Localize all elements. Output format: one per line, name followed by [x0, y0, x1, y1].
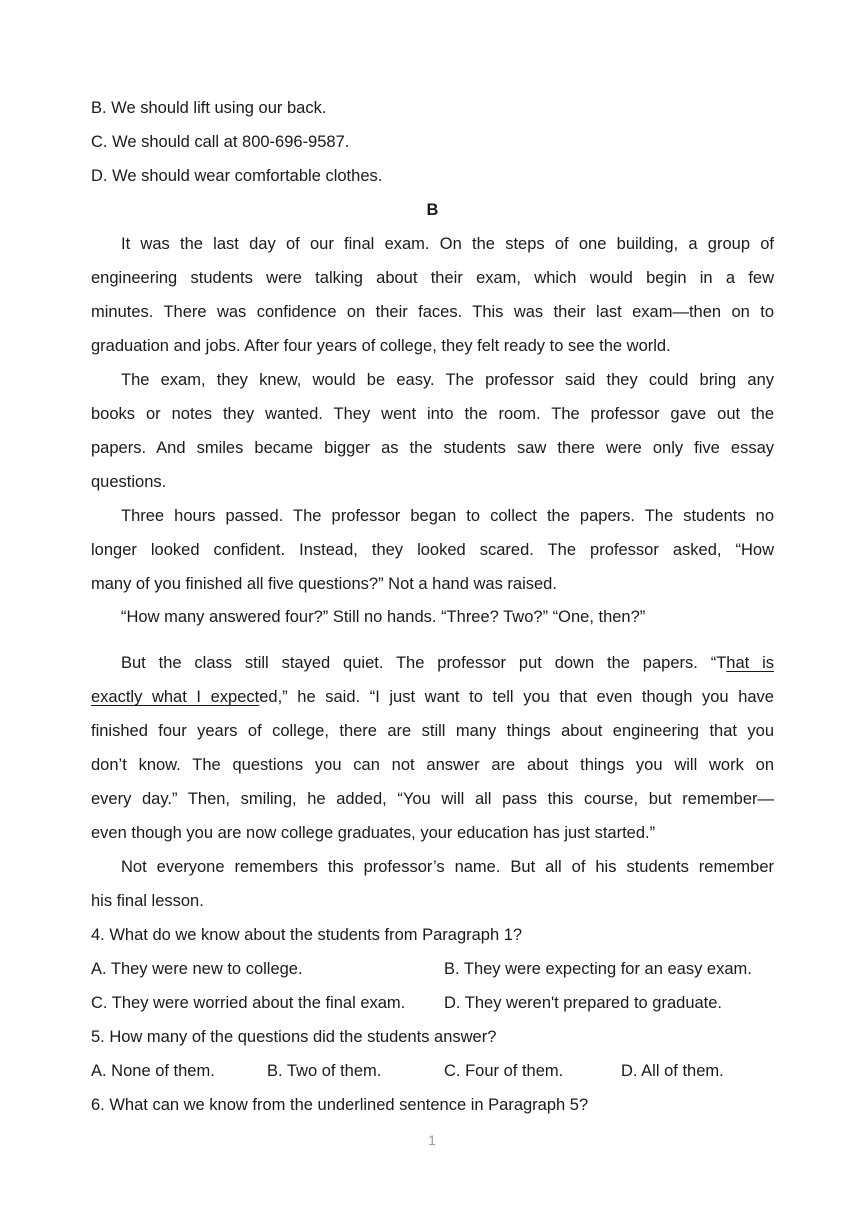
q4-option-b: B. They were expecting for an easy exam.	[444, 960, 752, 978]
passage-line: minutes. There was confidence on their faces. This was their last exam—then on to	[91, 303, 774, 321]
q5-option-b: B. Two of them.	[267, 1062, 382, 1080]
question-5-stem: 5. How many of the questions did the students answer?	[91, 1028, 497, 1046]
passage-line: finished four years of college, there are still many things about engineering that you	[91, 722, 774, 740]
question-4-stem: 4. What do we know about the students from Paragraph 1?	[91, 926, 523, 944]
passage-line: longer looked confident. Instead, they looked scared. The professor asked, “How	[91, 541, 774, 559]
passage-line: The exam, they knew, would be easy. The professor said they could bring any	[121, 371, 774, 389]
underlined-sentence-part: hat is	[726, 654, 774, 672]
passage-line: every day.” Then, smiling, he added, “You will all pass this course, but remember—	[91, 790, 774, 808]
passage-line: papers. And smiles became bigger as the students saw there were only five essay	[91, 439, 774, 457]
passage-line	[121, 646, 774, 680]
passage-text: But the class still stayed quiet. The professor put down the papers. “T	[121, 654, 727, 672]
q3-option-b: B. We should lift using our back.	[91, 99, 327, 117]
passage-line: graduation and jobs. After four years of college, they felt ready to see the world.	[91, 337, 671, 355]
question-4-options-row	[91, 986, 774, 1020]
passage-line: many of you finished all five questions?” Not a hand was raised.	[91, 575, 557, 593]
passage-line: even though you are now college graduates, your education has just started.”	[91, 824, 656, 842]
passage-text: ed,” he said. “I just want to tell you that even though you have	[259, 688, 774, 706]
page-number: 1	[428, 1132, 436, 1148]
section-heading: B	[426, 201, 439, 219]
passage-line: It was the last day of our final exam. On the steps of one building, a group of	[121, 235, 774, 253]
q4-option-d: D. They weren't prepared to graduate.	[444, 994, 723, 1012]
q3-option-d: D. We should wear comfortable clothes.	[91, 167, 383, 185]
passage-line: “How many answered four?” Still no hands. “Three? Two?” “One, then?”	[121, 608, 646, 626]
question-4-options-row	[91, 952, 774, 986]
underlined-sentence-part: exactly what I expect	[91, 688, 260, 706]
q4-option-c: C. They were worried about the final exam.	[91, 994, 406, 1012]
q5-option-d: D. All of them.	[621, 1062, 724, 1080]
passage-line: questions.	[91, 473, 167, 491]
passage-line: engineering students were talking about their exam, which would begin in a few	[91, 269, 774, 287]
question-5-options-row	[91, 1054, 774, 1088]
q5-option-c: C. Four of them.	[444, 1062, 564, 1080]
question-6-stem: 6. What can we know from the underlined sentence in Paragraph 5?	[91, 1096, 589, 1114]
q4-option-a: A. They were new to college.	[91, 960, 303, 978]
passage-line	[91, 680, 774, 714]
passage-line: books or notes they wanted. They went into the room. The professor gave out the	[91, 405, 774, 423]
q3-option-c: C. We should call at 800-696-9587.	[91, 133, 350, 151]
q5-option-a: A. None of them.	[91, 1062, 215, 1080]
passage-line: don’t know. The questions you can not answer are about things you will work on	[91, 756, 774, 774]
passage-line: his final lesson.	[91, 892, 204, 910]
passage-line: Three hours passed. The professor began to collect the papers. The students no	[121, 507, 774, 525]
passage-line: Not everyone remembers this professor’s name. But all of his students remember	[121, 858, 774, 876]
